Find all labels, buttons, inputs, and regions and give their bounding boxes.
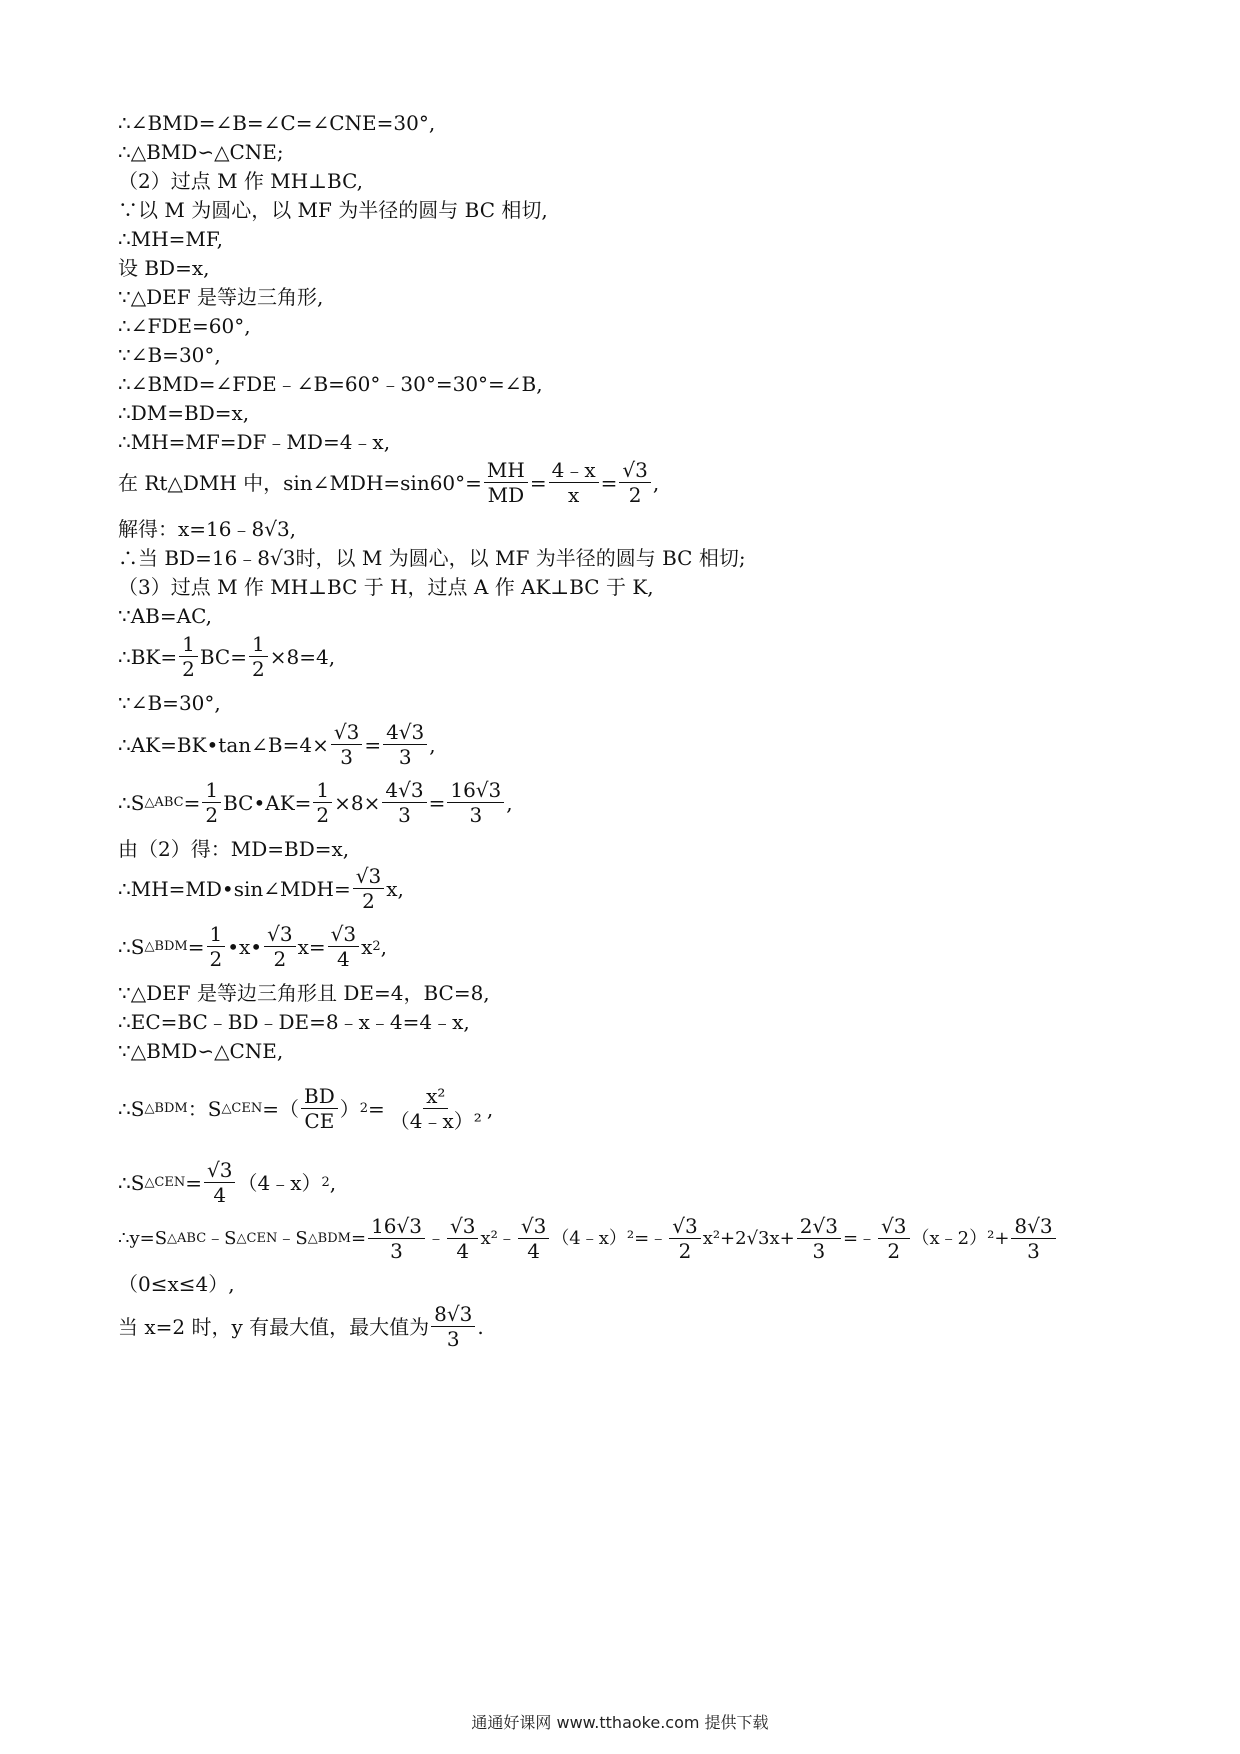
- fraction-numerator: √3: [328, 922, 359, 947]
- eq-text: ,: [429, 732, 436, 757]
- fraction-numerator: √3: [204, 1158, 235, 1183]
- eq-text: BC•AK=: [223, 790, 312, 815]
- equation-max-value: [118, 1302, 484, 1351]
- text-line: ∵△DEF 是等边三角形且 DE=4，BC=8,: [118, 981, 490, 1005]
- fraction: [264, 922, 295, 971]
- fraction-numerator: BD: [301, 1084, 338, 1109]
- equation-mh: [118, 864, 404, 913]
- fraction-numerator: √3: [669, 1214, 700, 1239]
- eq-text: x=: [297, 934, 326, 959]
- text-line: 设 BD=x,: [118, 256, 210, 280]
- eq-text: BC=: [199, 644, 247, 669]
- equation-y: [118, 1214, 1058, 1263]
- fraction-numerator: √3: [878, 1214, 909, 1239]
- fraction-denominator: 2: [678, 1239, 692, 1263]
- eq-text: =: [187, 934, 205, 959]
- eq-text: ∴S: [118, 790, 145, 815]
- fraction-denominator: 4: [213, 1183, 227, 1207]
- fraction-denominator: 2: [273, 947, 287, 971]
- text-line: 由（2）得：MD=BD=x,: [118, 837, 350, 861]
- eq-text: （4﹣x）²=﹣: [551, 1227, 668, 1249]
- fraction: [207, 922, 226, 971]
- eq-text: ∴AK=BK•tan∠B=4×: [118, 732, 329, 757]
- eq-text: ,: [486, 1096, 494, 1121]
- subscript: △CEN: [221, 1100, 263, 1116]
- eq-text: .: [477, 1314, 484, 1339]
- fraction-denominator: 2: [205, 803, 219, 827]
- fraction: [387, 1084, 485, 1133]
- equation-area-abc: [118, 778, 513, 827]
- fraction-denominator: 3: [1027, 1239, 1040, 1263]
- fraction: [619, 458, 650, 507]
- fraction-denominator: 2: [182, 657, 195, 681]
- eq-text: ∴S: [118, 934, 145, 959]
- fraction: [368, 1214, 425, 1263]
- eq-text: ）: [339, 1096, 360, 1121]
- eq-text: ,: [652, 470, 660, 495]
- fraction-denominator: 3: [340, 745, 353, 769]
- superscript: 2: [321, 1174, 330, 1190]
- eq-text: =: [428, 790, 446, 815]
- text-line: ∴MH=MF=DF﹣MD=4﹣x,: [118, 430, 391, 454]
- fraction-denominator: 3: [812, 1239, 826, 1263]
- fraction: [202, 778, 221, 827]
- fraction-numerator: √3: [447, 1214, 478, 1239]
- eq-text: ﹣: [427, 1227, 445, 1249]
- fraction-denominator: 3: [469, 803, 483, 827]
- fraction-numerator: √3: [264, 922, 295, 947]
- subscript: △BDM: [307, 1230, 351, 1246]
- text-line: （2）过点 M 作 MH⊥BC,: [118, 169, 364, 193]
- eq-text: ,: [506, 790, 513, 815]
- fraction: [331, 720, 362, 769]
- text-line: ∴MH=MF,: [118, 227, 223, 251]
- fraction: [878, 1214, 909, 1263]
- fraction-denominator: CE: [304, 1109, 335, 1133]
- text-line: （0≤x≤4）,: [118, 1272, 235, 1296]
- text-line: 解得：x=16﹣8√3,: [118, 517, 297, 541]
- eq-text: =: [364, 732, 382, 757]
- fraction-denominator: 3: [398, 803, 411, 827]
- eq-text: x: [361, 934, 373, 959]
- eq-text: ﹣S: [277, 1227, 308, 1249]
- eq-text: ∴MH=MD•sin∠MDH=: [118, 876, 351, 901]
- fraction: [179, 632, 198, 681]
- fraction-numerator: 1: [179, 632, 198, 657]
- fraction-denominator: 2: [209, 947, 223, 971]
- fraction-denominator: 4: [456, 1239, 470, 1263]
- fraction-denominator: 3: [398, 745, 412, 769]
- fraction: [204, 1158, 235, 1207]
- fraction: [301, 1084, 338, 1133]
- fraction-numerator: 4√3: [382, 778, 426, 803]
- fraction-numerator: MH: [484, 458, 528, 483]
- fraction: [447, 778, 504, 827]
- eq-text: =: [350, 1227, 367, 1249]
- fraction-numerator: √3: [353, 864, 384, 889]
- fraction-denominator: 4: [336, 947, 350, 971]
- fraction-numerator: 16√3: [368, 1214, 425, 1239]
- fraction: [1011, 1214, 1055, 1263]
- fraction-numerator: 1: [249, 632, 268, 657]
- text-line: ∵△BMD∽△CNE,: [118, 1039, 284, 1063]
- eq-text: （4﹣x）: [237, 1170, 322, 1195]
- fraction: [353, 864, 384, 913]
- eq-text: =: [185, 1170, 203, 1195]
- fraction: [518, 1214, 549, 1263]
- subscript: △CEN: [236, 1230, 278, 1246]
- fraction-numerator: 8√3: [1011, 1214, 1055, 1239]
- fraction-numerator: 1: [313, 778, 332, 803]
- eq-text: ：S: [187, 1096, 222, 1121]
- text-line: ∵以 M 为圆心，以 MF 为半径的圆与 BC 相切,: [118, 198, 548, 222]
- text-line: ∴∠BMD=∠FDE﹣∠B=60°﹣30°=30°=∠B,: [118, 372, 543, 396]
- superscript: 2: [359, 1100, 369, 1116]
- eq-text: ﹣S: [206, 1227, 237, 1249]
- page-footer: 通通好课网 www.tthaoke.com 提供下载: [471, 1713, 769, 1732]
- eq-text: ∴BK=: [118, 644, 178, 669]
- text-line: ∵△DEF 是等边三角形,: [118, 285, 324, 309]
- eq-text: =（: [262, 1096, 300, 1121]
- text-line: ∴△BMD∽△CNE;: [118, 140, 284, 164]
- text-line: ∴当 BD=16﹣8√3时，以 M 为圆心，以 MF 为半径的圆与 BC 相切;: [118, 546, 746, 570]
- text-line: ∵AB=AC,: [118, 604, 213, 628]
- fraction: [382, 778, 426, 827]
- fraction-numerator: √3: [331, 720, 362, 745]
- subscript: △CEN: [144, 1174, 186, 1190]
- text-line: ∴EC=BC﹣BD﹣DE=8﹣x﹣4=4﹣x,: [118, 1010, 470, 1034]
- eq-text: =: [529, 470, 547, 495]
- fraction-numerator: 1: [202, 778, 221, 803]
- fraction-denominator: 2: [887, 1239, 901, 1263]
- fraction: [669, 1214, 700, 1263]
- fraction-numerator: 1: [207, 922, 226, 947]
- text-line: ∴∠BMD=∠B=∠C=∠CNE=30°,: [118, 111, 436, 135]
- eq-text: x²+2√3x+: [702, 1227, 795, 1249]
- text-line: ∴∠FDE=60°,: [118, 314, 251, 338]
- fraction-denominator: 4: [527, 1239, 540, 1263]
- fraction-denominator: MD: [487, 483, 525, 507]
- fraction-denominator: 2: [316, 803, 330, 827]
- eq-text: =: [368, 1096, 385, 1121]
- text-line: ∵∠B=30°,: [118, 691, 221, 715]
- fraction: [447, 1214, 478, 1263]
- fraction: [797, 1214, 841, 1263]
- fraction-numerator: 4√3: [383, 720, 427, 745]
- eq-text: （x﹣2）²+: [911, 1227, 1010, 1249]
- text-line: ∵∠B=30°,: [118, 343, 221, 367]
- eq-text: ∴y=S: [118, 1227, 168, 1249]
- fraction-denominator: （4﹣x）²: [389, 1109, 482, 1133]
- text-line: （3）过点 M 作 MH⊥BC 于 H，过点 A 作 AK⊥BC 于 K,: [118, 575, 654, 599]
- equation-bk: [118, 632, 335, 681]
- fraction-numerator: 8√3: [431, 1302, 475, 1327]
- fraction-numerator: 16√3: [447, 778, 504, 803]
- fraction-denominator: 2: [628, 483, 642, 507]
- equation-area-cen: [118, 1158, 336, 1207]
- fraction-numerator: 2√3: [797, 1214, 841, 1239]
- fraction: [328, 922, 359, 971]
- fraction: [313, 778, 332, 827]
- fraction-denominator: 3: [390, 1239, 403, 1263]
- subscript: △BDM: [144, 1100, 188, 1116]
- fraction: [383, 720, 427, 769]
- equation-ak: [118, 720, 436, 769]
- fraction-numerator: x²: [423, 1084, 448, 1109]
- fraction-denominator: 3: [446, 1327, 460, 1351]
- subscript: △ABC: [167, 1230, 207, 1246]
- subscript: △ABC: [144, 794, 184, 810]
- superscript: 2: [372, 938, 381, 954]
- eq-text: =﹣: [842, 1227, 877, 1249]
- fraction-numerator: √3: [518, 1214, 549, 1239]
- fraction: [249, 632, 268, 681]
- eq-text: =: [600, 470, 618, 495]
- eq-text: x,: [386, 876, 404, 901]
- fraction: [549, 458, 599, 507]
- eq-text: ∴S: [118, 1170, 145, 1195]
- text-line: ∴DM=BD=x,: [118, 401, 250, 425]
- subscript: △BDM: [144, 938, 188, 954]
- fraction: [431, 1302, 475, 1351]
- fraction-denominator: x: [567, 483, 580, 507]
- fraction-numerator: 4﹣x: [549, 458, 599, 483]
- fraction-denominator: 2: [362, 889, 375, 913]
- eq-text: •x•: [227, 934, 263, 959]
- fraction: [484, 458, 528, 507]
- fraction-numerator: √3: [619, 458, 650, 483]
- eq-text: 在 Rt△DMH 中，sin∠MDH=sin60°=: [118, 470, 482, 495]
- eq-text: ,: [329, 1170, 337, 1195]
- equation-area-bdm: [118, 922, 387, 971]
- fraction-denominator: 2: [252, 657, 265, 681]
- equation-area-ratio: [118, 1084, 493, 1133]
- eq-text: ×8=4,: [269, 644, 336, 669]
- eq-text: 当 x=2 时，y 有最大值，最大值为: [118, 1314, 430, 1339]
- eq-text: =: [183, 790, 201, 815]
- equation-sin-mdh: [118, 458, 659, 507]
- eq-text: ∴S: [118, 1096, 145, 1121]
- eq-text: ×8×: [334, 790, 381, 815]
- eq-text: ,: [380, 934, 388, 959]
- eq-text: x²﹣: [480, 1227, 516, 1249]
